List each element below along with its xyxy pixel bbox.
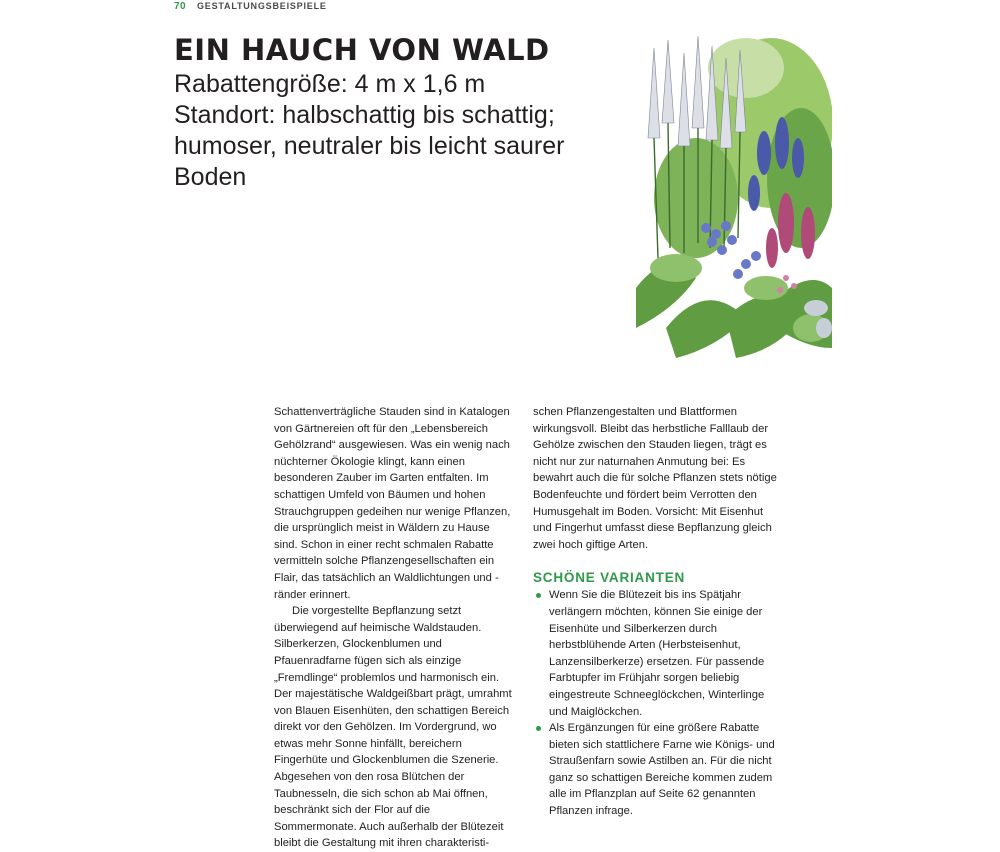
subtitle-line: Rabattengröße: 4 m x 1,6 m	[174, 70, 486, 98]
list-item	[533, 720, 781, 820]
page-title: EIN HAUCH VON WALD	[174, 33, 550, 67]
woodland-border-illustration	[636, 28, 832, 362]
section-heading: SCHÖNE VARIANTEN	[533, 570, 686, 586]
paragraph: schen Pflanzengestalten und Blattformen wirkungsvoll. Bleibt das herbstliche Falllaub der Gehölze zwischen den Stauden liegen, trägt es nicht nur zur naturnahen Anmutung bei: Es bewahrt auch die für solche Pflanzen stets nötige Bodenfeuchte und fördert beim Verrotten den Humusgehalt im Boden. Vorsicht: Mit Eisenhut und Fingerhut umfasst diese Bepflanzung gleich zwei hoch giftige Arten.	[533, 406, 777, 551]
bullet-icon	[536, 726, 541, 731]
page-number: 70	[174, 1, 187, 12]
text-column-left	[274, 404, 514, 852]
paragraph: Die vorgestellte Bepflanzung setzt überwiegend auf heimische Waldstauden. Silberkerzen, Glockenblumen und Pfauenradfarne fügen sich als einzige „Fremdlinge“ problemlos und harmonisch ein. Der majestätische Waldgeißbart prägt, umrahmt von Blauen Eisenhüten, den schattigen Bereich direkt vor den Gehölzen. Im Vordergrund, wo etwas mehr Sonne hinfällt, bereichern Fingerhüte und Glockenblumen die Szenerie. Abgesehen von den rosa Blütchen der Taubnesseln, die sich schon ab Mai öffnen, beschränkt sich der Flor auf die Sommermonate. Auch außerhalb der Blütezeit bleibt die Gestaltung mit ihren charakteristi-	[274, 605, 512, 850]
paragraph: Schattenverträgliche Stauden sind in Katalogen von Gärtnereien oft für den „Lebensbereich Gehölzrand“ ausgewiesen. Was ein wenig nach nüchterner Ökologie klingt, kann einen besonderen Zauber im Garten entfalten. Im schattigen Umfeld von Bäumen und hohen Strauchgruppen gedeihen nur wenige Pflanzen, die ursprünglich meist in Wäldern zu Hause sind. Schon in einer recht schmalen Rabatte vermitteln solche Pflanzengesellschaften ein Flair, das tatsächlich an Waldlichtungen und -ränder erinnert.	[274, 406, 511, 601]
list-item	[533, 587, 781, 720]
bullet-icon	[536, 593, 541, 598]
list-item-text: Als Ergänzungen für eine größere Rabatte bieten sich stattlichere Farne wie Königs- und Straußenfarn sowie Astilben an. Für die nicht ganz so schattigen Bereiche kommen zudem alle im Pflanzplan auf Seite 62 genannten Pflanzen infrage.	[549, 722, 775, 818]
subtitle-line: humoser, neutraler bis leicht saurer	[174, 132, 565, 160]
section-title: GESTALTUNGSBEISPIELE	[197, 1, 327, 11]
subtitle	[174, 69, 594, 193]
list-item-text: Wenn Sie die Blütezeit bis ins Spätjahr verlängern möchten, können Sie einige der Eisenhüte und Silberkerzen durch herbstblühende Arten (Herbsteisenhut, Lanzensilberkerze) ersetzen. Für passende Farbtupfer im Frühjahr sorgen beliebig eingestreute Schneeglöckchen, Winterlinge und Maiglöckchen.	[549, 589, 765, 718]
variants-list	[533, 587, 781, 819]
text-column-right	[533, 404, 781, 820]
subtitle-line: Boden	[174, 163, 247, 191]
subtitle-line: Standort: halbschattig bis schattig;	[174, 101, 555, 129]
